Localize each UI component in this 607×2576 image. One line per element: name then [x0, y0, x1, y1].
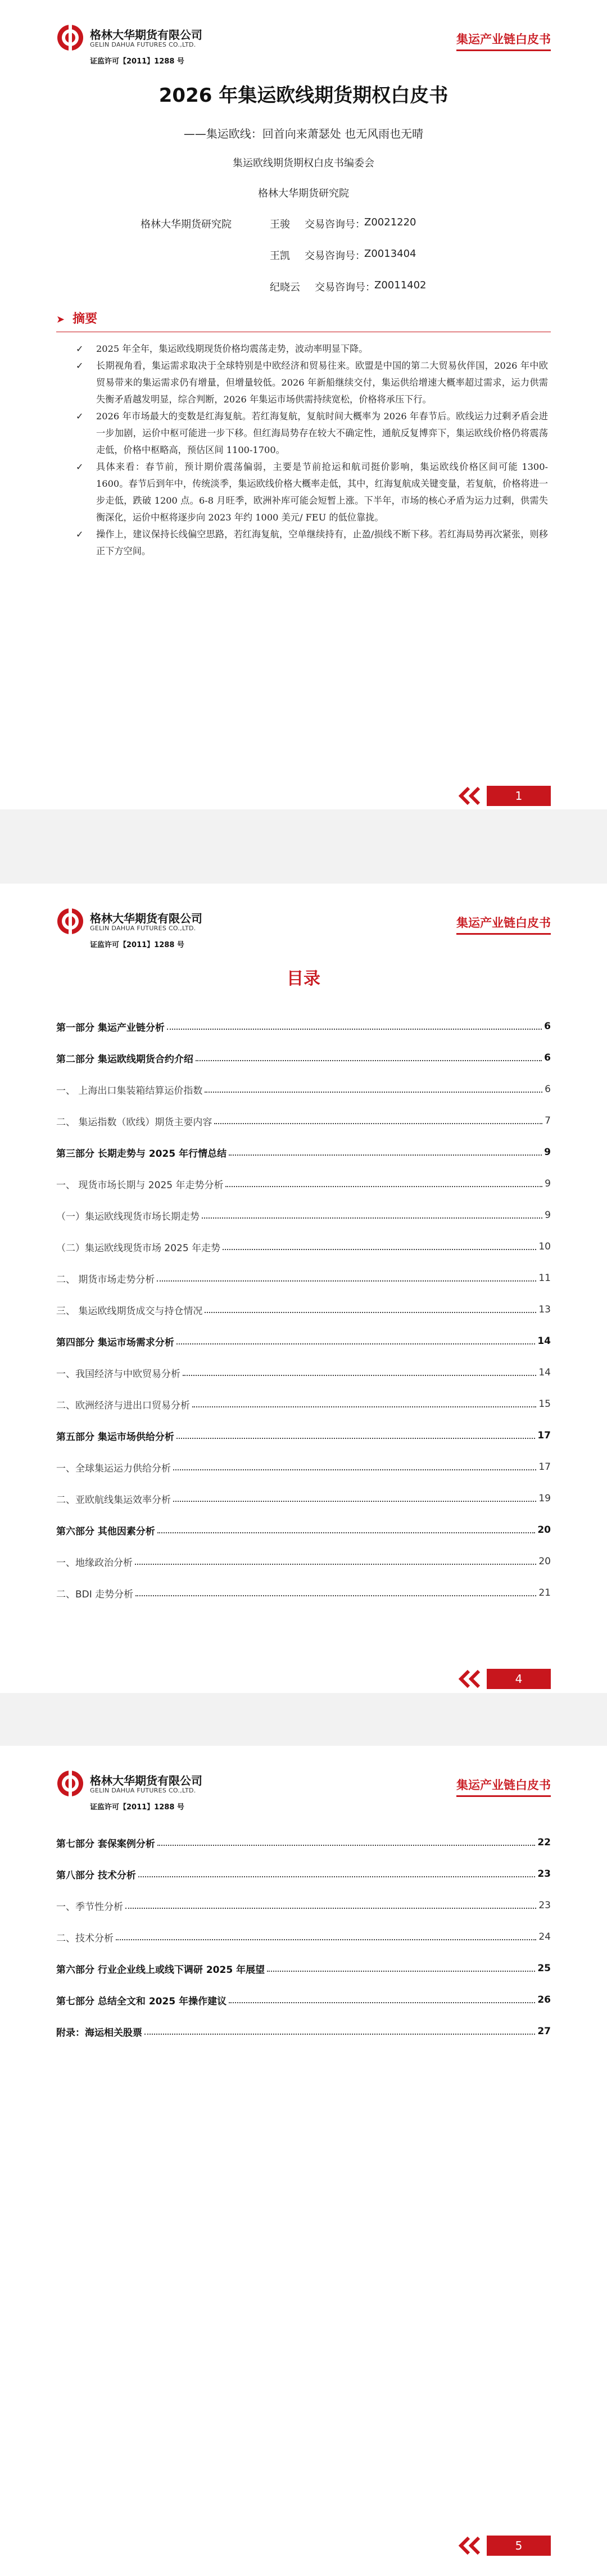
toc-dot-leader — [183, 1375, 536, 1376]
toc-entry[interactable] — [56, 1011, 551, 1042]
toc-entry-title: （一）集运欧线现货市场长期走势 — [56, 1211, 200, 1223]
toc-dot-leader — [267, 1971, 535, 1972]
toc-list — [56, 1827, 551, 2047]
toc-dot-leader — [135, 1564, 536, 1565]
toc-entry-page: 17 — [537, 1430, 551, 1441]
company-logo-icon — [56, 1769, 84, 1798]
checkmark-bullet-icon: ✓ — [76, 411, 84, 422]
institute-name: 格林大华期货研究院 — [258, 188, 349, 200]
toc-entry-title: 三、 集运欧线期货成交与持仓情况 — [56, 1305, 203, 1317]
toc-entry-title: 附录：海运相关股票 — [56, 2027, 142, 2039]
double-chevron-left-icon — [456, 2536, 484, 2556]
toc-entry-page: 6 — [544, 1052, 551, 1063]
company-name-en: GELIN DAHUA FUTURES CO.,LTD. — [90, 925, 196, 932]
toc-entry[interactable] — [56, 1420, 551, 1451]
toc-entry-page: 22 — [537, 1837, 551, 1848]
toc-entry-page: 24 — [538, 1931, 551, 1943]
toc-dot-leader — [173, 1469, 536, 1470]
toc-entry-page: 25 — [537, 1963, 551, 1974]
toc-entry[interactable] — [56, 1105, 551, 1137]
toc-entry-title: 二、BDI 走势分析 — [56, 1588, 134, 1600]
toc-entry-page: 10 — [538, 1241, 551, 1252]
summary-item: ✓ 长期视角看，集运需求取决于全球特别是中欧经济和贸易往来。欧盟是中国的第二大贸易伙伴国，2026 年中欧贸易带来的集运需求仍有增量，但增量较低。2026 年新船继续交付，集运供给增速大概率超过需求，运力供需失衡矛盾越发明显，综合判断，2026 年集运市场供需持续宽松，价格将承压下行。 — [76, 357, 548, 408]
toc-entry[interactable] — [56, 1262, 551, 1294]
author-id: Z0021220 — [364, 216, 416, 228]
toc-dot-leader — [125, 1908, 536, 1909]
header-tag-underline — [456, 49, 551, 51]
header-tag: 集运产业链白皮书 — [456, 33, 551, 46]
toc-entry-title: 第四部分 集运市场需求分析 — [56, 1337, 174, 1348]
toc-entry-title: 一、季节性分析 — [56, 1901, 123, 1913]
page-number-badge — [456, 786, 551, 806]
toc-dot-leader — [157, 1845, 535, 1846]
company-name-cn: 格林大华期货有限公司 — [90, 1774, 202, 1787]
toc-entry[interactable] — [56, 1514, 551, 1546]
toc-entry-title: 二、技术分析 — [56, 1932, 114, 1944]
author-id-label: 交易咨询号： — [305, 219, 365, 230]
company-name-cn: 格林大华期货有限公司 — [90, 912, 202, 925]
toc-list — [56, 1011, 551, 1609]
toc-entry[interactable] — [56, 1231, 551, 1262]
summary-item: ✓ 2026 年市场最大的变数是红海复航。若红海复航，复航时间大概率为 2026 年春节后。欧线运力过剩矛盾会进一步加剧，运价中枢可能进一步下移。但红海局势存在较大不确定性，通航反复博弈下，集运欧线价格仍将震荡走低，价格中枢略高，预估区间 1100-1700。 — [76, 408, 548, 459]
company-name-en: GELIN DAHUA FUTURES CO.,LTD. — [90, 1787, 196, 1794]
toc-entry[interactable] — [56, 1168, 551, 1199]
company-logo-icon — [56, 907, 84, 935]
toc-entry[interactable] — [56, 1074, 551, 1105]
toc-entry[interactable] — [56, 1827, 551, 1858]
toc-entry[interactable] — [56, 1199, 551, 1231]
toc-entry-page: 17 — [538, 1461, 551, 1473]
toc-dot-leader — [157, 1280, 536, 1282]
page-number: 4 — [487, 1669, 551, 1689]
toc-dot-leader — [225, 1186, 542, 1187]
toc-dot-leader — [138, 1876, 535, 1877]
checkmark-bullet-icon: ✓ — [76, 360, 84, 371]
checkmark-bullet-icon: ✓ — [76, 343, 84, 354]
toc-entry[interactable] — [56, 1890, 551, 1921]
header-tag: 集运产业链白皮书 — [456, 1778, 551, 1792]
author-row — [141, 279, 500, 311]
summary-heading: ➤ 摘要 — [56, 312, 98, 326]
toc-dot-leader — [229, 1155, 542, 1156]
toc-dot-leader — [202, 1217, 542, 1219]
page-header — [56, 1769, 551, 1814]
toc-entry-title: 第一部分 集运产业链分析 — [56, 1022, 165, 1034]
toc-dot-leader — [135, 1595, 536, 1596]
summary-item: ✓ 2025 年全年，集运欧线期现货价格均震荡走势，波动率明显下降。 — [76, 341, 548, 357]
company-name-en: GELIN DAHUA FUTURES CO.,LTD. — [90, 41, 196, 48]
toc-entry[interactable] — [56, 1953, 551, 1984]
toc-entry[interactable] — [56, 1858, 551, 1890]
toc-entry-title: 一、我国经济与中欧贸易分析 — [56, 1368, 180, 1380]
toc-entry-page: 20 — [537, 1524, 551, 1536]
header-tag: 集运产业链白皮书 — [456, 916, 551, 930]
toc-entry-title: 第七部分 总结全文和 2025 年操作建议 — [56, 1995, 227, 2007]
toc-entry-page: 27 — [537, 2026, 551, 2037]
report-title: 2026 年集运欧线期货期权白皮书 — [158, 84, 449, 107]
toc-entry-page: 26 — [537, 1994, 551, 2005]
license-number: 证监许可【2011】1288 号 — [90, 1803, 184, 1812]
summary-list — [76, 341, 548, 560]
toc-dot-leader — [176, 1343, 535, 1344]
toc-entry[interactable] — [56, 1483, 551, 1514]
page-number-badge — [456, 2536, 551, 2556]
company-name-cn: 格林大华期货有限公司 — [90, 28, 202, 42]
page-header — [56, 907, 551, 952]
toc-entry-title: 一、全球集运运力供给分析 — [56, 1463, 171, 1474]
summary-item: ✓ 具体来看：春节前，预计期价震荡偏弱，主要是节前抢运和航司挺价影响，集运欧线价格区间可能 1300-1600。春节后到年中，传统淡季，集运欧线价格大概率走低，其中，红海复航成关键变量，若复航，价格将进一步走低，跌破 1200 点。6-8 月旺季，欧洲补库可能会短暂上涨。下半年，市场的核心矛盾为运力过剩，供需失衡深化，运价中枢将逐步向 2023 年约 1000 美元/ FEU 的低位靠拢。 — [76, 459, 548, 526]
toc-entry[interactable] — [56, 1294, 551, 1325]
report-subtitle: ——集运欧线：回首向来萧瑟处 也无风雨也无晴 — [183, 127, 424, 141]
toc-entry-title: 第二部分 集运欧线期货合约介绍 — [56, 1053, 193, 1065]
toc-entry[interactable] — [56, 1451, 551, 1483]
toc-entry-title: 第七部分 套保案例分析 — [56, 1838, 155, 1850]
license-number: 证监许可【2011】1288 号 — [90, 941, 184, 949]
toc-entry-page: 9 — [545, 1210, 551, 1221]
toc-entry[interactable] — [56, 1577, 551, 1609]
page-number: 1 — [487, 786, 551, 806]
author-row — [141, 248, 500, 279]
header-tag-underline — [456, 933, 551, 935]
checkmark-bullet-icon: ✓ — [76, 529, 84, 540]
toc-entry-title: （二）集运欧线现货市场 2025 年走势 — [56, 1242, 221, 1254]
page-header — [56, 24, 551, 69]
toc-entry[interactable] — [56, 1042, 551, 1074]
toc-dot-leader — [173, 1501, 536, 1502]
toc-entry[interactable] — [56, 1921, 551, 1953]
toc-dot-leader — [196, 1060, 542, 1061]
toc-entry-page: 13 — [538, 1304, 551, 1315]
page-number: 5 — [487, 2536, 551, 2556]
toc-entry-page: 9 — [545, 1178, 551, 1189]
toc-entry-title: 二、欧洲经济与进出口贸易分析 — [56, 1400, 190, 1411]
toc-dot-leader — [157, 1532, 535, 1533]
toc-dot-leader — [116, 1939, 536, 1940]
author-name: 王骏 — [270, 219, 290, 230]
toc-dot-leader — [144, 2034, 535, 2035]
toc-dot-leader — [223, 1249, 536, 1250]
toc-entry-page: 14 — [537, 1335, 551, 1347]
toc-dot-leader — [214, 1123, 542, 1124]
toc-dot-leader — [205, 1312, 536, 1313]
company-logo-icon — [56, 24, 84, 52]
toc-entry-page: 21 — [538, 1587, 551, 1599]
toc-entry-page: 6 — [545, 1084, 551, 1095]
toc-entry-page: 19 — [538, 1493, 551, 1504]
author-id-label: 交易咨询号： — [305, 250, 365, 262]
toc-dot-leader — [176, 1438, 535, 1439]
toc-entry-page: 20 — [538, 1556, 551, 1567]
toc-entry[interactable] — [56, 1546, 551, 1577]
author-id-label: 交易咨询号： — [315, 282, 375, 293]
toc-entry[interactable] — [56, 1325, 551, 1357]
toc-entry-page: 9 — [544, 1147, 551, 1158]
author-row — [141, 216, 500, 248]
checkmark-bullet-icon: ✓ — [76, 461, 84, 472]
toc-entry-title: 第三部分 长期走势与 2025 年行情总结 — [56, 1148, 227, 1160]
committee-name: 集运欧线期货期权白皮书编委会 — [233, 157, 374, 169]
page-number-badge — [456, 1669, 551, 1689]
toc-entry-page: 6 — [544, 1021, 551, 1032]
toc-entry-title: 一、 上海出口集装箱结算运价指数 — [56, 1085, 203, 1097]
toc-entry[interactable] — [56, 1388, 551, 1420]
author-id: Z0011402 — [374, 279, 427, 291]
toc-dot-leader — [167, 1029, 542, 1030]
toc-dot-leader — [205, 1092, 542, 1093]
license-number: 证监许可【2011】1288 号 — [90, 57, 184, 66]
toc-entry-title: 一、 现货市场长期与 2025 年走势分析 — [56, 1179, 224, 1191]
toc-entry-title: 一、地缘政治分析 — [56, 1557, 133, 1569]
toc-entry-page: 11 — [538, 1273, 551, 1284]
author-name: 纪晓云 — [270, 282, 300, 293]
toc-entry-title: 第六部分 行业企业线上或线下调研 2025 年展望 — [56, 1964, 265, 1976]
toc-entry-page: 23 — [538, 1900, 551, 1911]
toc-entry[interactable] — [56, 1357, 551, 1388]
toc-entry[interactable] — [56, 1137, 551, 1168]
toc-entry-title: 第六部分 其他因素分析 — [56, 1525, 155, 1537]
arrow-right-icon: ➤ — [56, 314, 65, 325]
author-id: Z0013404 — [364, 248, 416, 260]
toc-entry-page: 15 — [538, 1398, 551, 1410]
toc-title: 目录 — [287, 969, 320, 989]
toc-entry-title: 第五部分 集运市场供给分析 — [56, 1431, 174, 1443]
double-chevron-left-icon — [456, 1669, 484, 1689]
toc-entry-page: 23 — [537, 1868, 551, 1880]
toc-entry-title: 二、 期货市场走势分析 — [56, 1274, 155, 1285]
toc-entry-page: 14 — [538, 1367, 551, 1378]
header-tag-underline — [456, 1795, 551, 1797]
author-list — [141, 216, 500, 311]
page-1 — [0, 0, 607, 809]
double-chevron-left-icon — [456, 786, 484, 806]
author-org: 格林大华期货研究院 — [141, 219, 232, 230]
toc-entry[interactable] — [56, 2016, 551, 2047]
toc-entry-title: 二、亚欧航线集运效率分析 — [56, 1494, 171, 1506]
toc-dot-leader — [192, 1406, 536, 1407]
summary-item: ✓ 操作上，建议保持长线偏空思路，若红海复航，空单继续持有，止盈/损线不断下移。若红海局势再次紧张，则移正下方空间。 — [76, 526, 548, 560]
toc-entry-page: 7 — [545, 1115, 551, 1126]
toc-dot-leader — [229, 2002, 535, 2003]
toc-entry-title: 第八部分 技术分析 — [56, 1869, 136, 1881]
author-name: 王凯 — [270, 250, 290, 262]
toc-entry[interactable] — [56, 1984, 551, 2016]
toc-entry-title: 二、 集运指数（欧线）期货主要内容 — [56, 1116, 212, 1128]
